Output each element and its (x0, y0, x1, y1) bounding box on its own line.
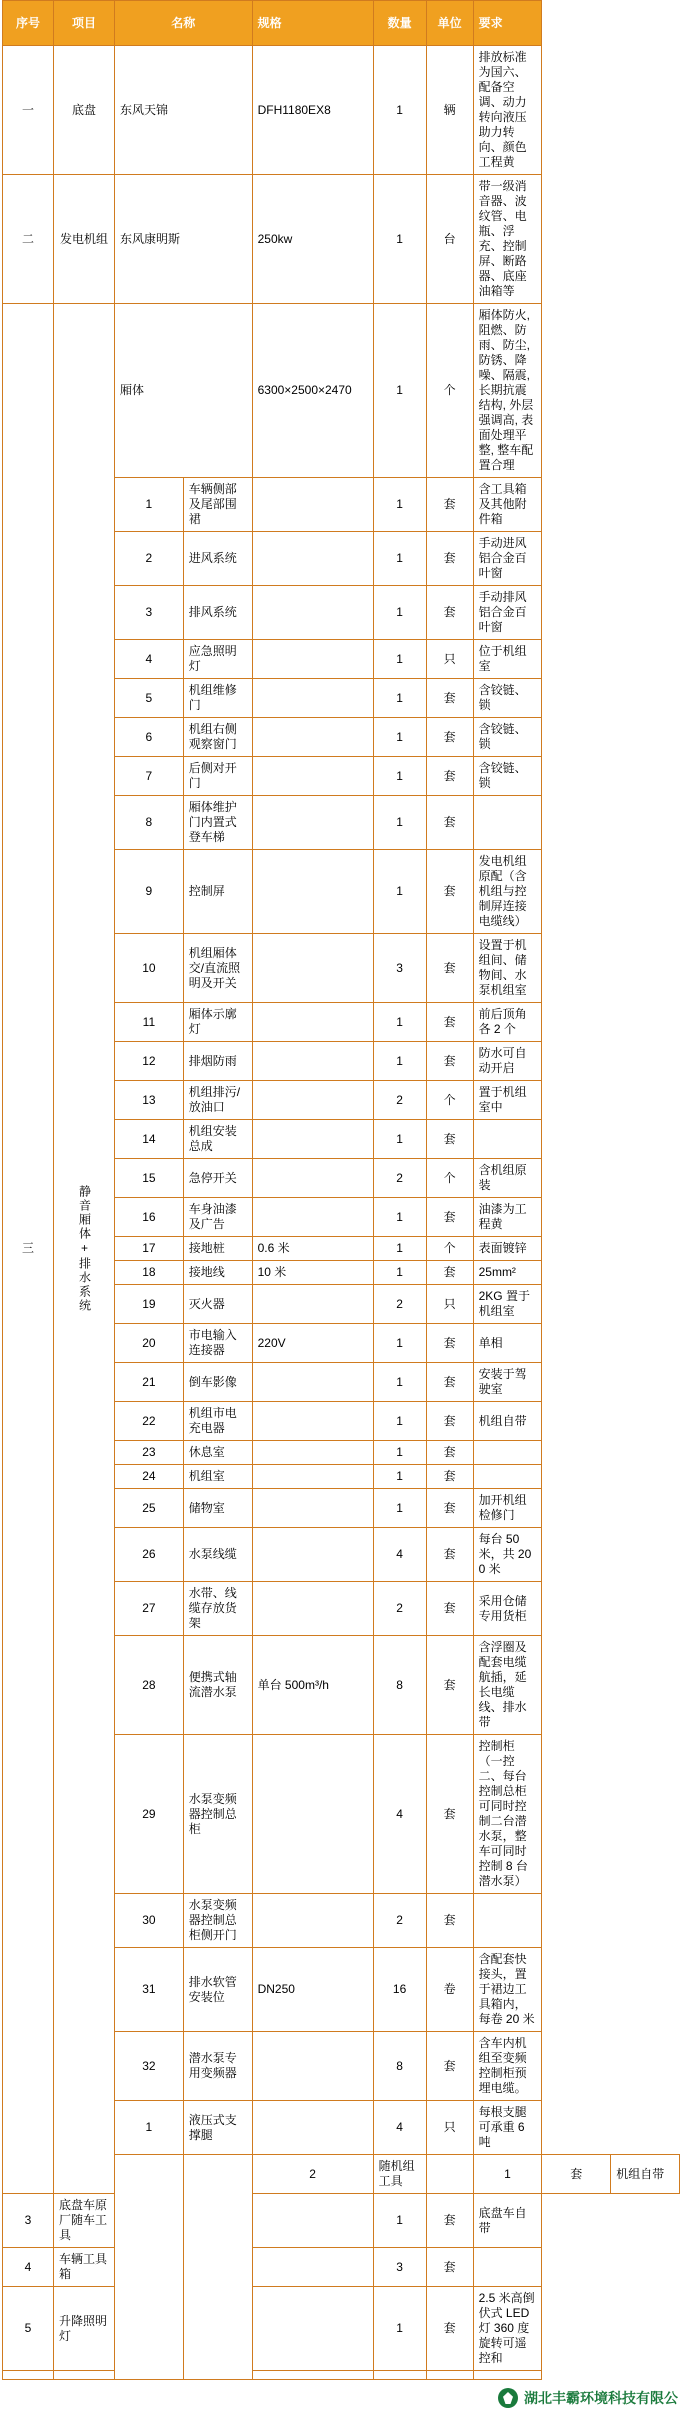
cell-unit: 套 (426, 1894, 473, 1948)
cell-no: 6 (115, 718, 184, 757)
cell-name: 随机组工具 (373, 2155, 426, 2194)
cell-qty: 1 (373, 1402, 426, 1441)
cell-no: 32 (115, 2032, 184, 2101)
cell-spec (252, 757, 373, 796)
cell-no: 12 (115, 1042, 184, 1081)
cell-unit: 套 (426, 1042, 473, 1081)
footer-watermark (0, 2380, 682, 2416)
cell-req (473, 796, 542, 850)
cell-qty: 1 (373, 1324, 426, 1363)
cell-item: 发电机组 (54, 175, 115, 304)
cell-qty: 1 (473, 2155, 542, 2194)
cell-qty: 2 (373, 1081, 426, 1120)
cell-name: 车辆工具箱 (54, 2248, 115, 2287)
cell-name: 市电输入连接器 (183, 1324, 252, 1363)
cell-spec (252, 1465, 373, 1489)
cell-spec (252, 1198, 373, 1237)
cell-unit: 套 (426, 1735, 473, 1894)
cell-qty: 1 (373, 2287, 426, 2371)
cell-req: 排放标准为国六、配备空调、动力转向液压助力转向、颜色工程黄 (473, 46, 542, 175)
cell-req: 前后顶角各 2 个 (473, 1003, 542, 1042)
cell-req: 发电机组原配（含机组与控制屏连接电缆线） (473, 850, 542, 934)
cell-name: 后侧对开门 (183, 757, 252, 796)
cell-spec: DFH1180EX8 (252, 46, 373, 175)
cell-unit: 套 (426, 2032, 473, 2101)
cell-qty: 4 (373, 2101, 426, 2155)
cell-req: 含铰链、锁 (473, 679, 542, 718)
cell-no: 20 (115, 1324, 184, 1363)
cell-name: 东风天锦 (115, 46, 253, 175)
cell-qty: 1 (373, 718, 426, 757)
cell-qty: 1 (373, 586, 426, 640)
cell-qty: 1 (373, 175, 426, 304)
cell-spec (252, 2194, 373, 2248)
table-row (3, 175, 680, 304)
cell-spec (252, 1081, 373, 1120)
cell-no: 8 (115, 796, 184, 850)
table-header (3, 1, 680, 46)
specification-table (2, 0, 680, 2380)
cell-seq: 二 (3, 175, 54, 304)
cell-unit: 套 (426, 2287, 473, 2371)
cell-unit: 套 (426, 1402, 473, 1441)
cell-req: 含配套快接头，置于裙边工具箱内，每卷 20 米 (473, 1948, 542, 2032)
cell-name: 应急照明灯 (183, 640, 252, 679)
cell-name: 底盘车原厂随车工具 (54, 2194, 115, 2248)
cell-name: 机组室 (183, 1465, 252, 1489)
cell-name: 排烟防雨 (183, 1042, 252, 1081)
cell-unit: 台 (426, 175, 473, 304)
cell-spec (252, 1489, 373, 1528)
cell-no: 31 (115, 1948, 184, 2032)
cell-spec: DN250 (252, 1948, 373, 2032)
cell-unit: 个 (426, 1081, 473, 1120)
cell-name: 车身油漆及广告 (183, 1198, 252, 1237)
cell-no: 2 (115, 532, 184, 586)
column-header-name: 名称 (115, 1, 253, 46)
cell-unit: 套 (426, 796, 473, 850)
cell-no: 13 (115, 1081, 184, 1120)
cell-qty: 1 (373, 679, 426, 718)
cell-spec (252, 478, 373, 532)
cell-unit: 只 (426, 2101, 473, 2155)
cell-no: 29 (115, 1735, 184, 1894)
cell-spec (252, 2032, 373, 2101)
cell-unit: 个 (426, 1237, 473, 1261)
cell-req: 手动排风铝合金百叶窗 (473, 586, 542, 640)
cell-name: 水泵变频器控制总柜 (183, 1735, 252, 1894)
cell-no: 5 (115, 679, 184, 718)
cell-spec (252, 1159, 373, 1198)
cell-req: 2KG 置于机组室 (473, 1285, 542, 1324)
cell-spec: 6300×2500×2470 (252, 304, 373, 478)
cell-spec (252, 532, 373, 586)
cell-spec (252, 586, 373, 640)
cell-unit: 辆 (426, 46, 473, 175)
cell-name: 进风系统 (183, 532, 252, 586)
cell-name: 机组右侧观察窗门 (183, 718, 252, 757)
cell-spec (252, 1582, 373, 1636)
cell-name: 机组安装总成 (183, 1120, 252, 1159)
cell-name: 排风系统 (183, 586, 252, 640)
cell-qty: 1 (373, 1003, 426, 1042)
cell-qty: 1 (373, 478, 426, 532)
cell-no: 4 (115, 640, 184, 679)
cell-name: 急停开关 (183, 1159, 252, 1198)
cell-qty: 1 (373, 2194, 426, 2248)
cell-req: 手动进风铝合金百叶窗 (473, 532, 542, 586)
cell-unit: 套 (426, 757, 473, 796)
cell-unit: 套 (426, 2194, 473, 2248)
cell-item (183, 2155, 252, 2380)
cell-name: 液压式支撑腿 (183, 2101, 252, 2155)
cell-item-label: 静音厢体+排水系统 (77, 1184, 92, 1313)
cell-qty: 1 (373, 1363, 426, 1402)
cell-name: 潜水泵专用变频器 (183, 2032, 252, 2101)
cell-no: 27 (115, 1582, 184, 1636)
cell-req: 底盘车自带 (473, 2194, 542, 2248)
cell-spec (252, 850, 373, 934)
cell-req: 机组自带 (611, 2155, 680, 2194)
cell-seq (115, 2155, 184, 2380)
cell-qty: 4 (373, 1735, 426, 1894)
cell-name: 排水软管安装位 (183, 1948, 252, 2032)
cell-spec (252, 1441, 373, 1465)
cell-qty: 1 (373, 46, 426, 175)
cell-qty: 1 (373, 532, 426, 586)
cell-no: 3 (115, 586, 184, 640)
cell-req: 每根支腿可承重 6 吨 (473, 2101, 542, 2155)
cell-name: 接地桩 (183, 1237, 252, 1261)
cell-no: 18 (115, 1261, 184, 1285)
cell-item: 底盘 (54, 46, 115, 175)
cell-req: 单相 (473, 1324, 542, 1363)
cell-no: 30 (115, 1894, 184, 1948)
table-body (3, 46, 680, 2380)
cell-unit: 套 (426, 532, 473, 586)
cell-unit: 套 (426, 1636, 473, 1735)
cell-unit: 套 (426, 1363, 473, 1402)
cell-no: 19 (115, 1285, 184, 1324)
cell-qty: 1 (373, 1465, 426, 1489)
cell-spec (252, 1363, 373, 1402)
cell-qty: 4 (373, 1528, 426, 1582)
cell-name: 倒车影像 (183, 1363, 252, 1402)
cell-spec (252, 1894, 373, 1948)
cell-spec (252, 1120, 373, 1159)
cell-spec (252, 679, 373, 718)
cell-no: 23 (115, 1441, 184, 1465)
cell-qty: 2 (373, 1285, 426, 1324)
cell-qty: 1 (373, 1042, 426, 1081)
cell-no: 7 (115, 757, 184, 796)
cell-no: 26 (115, 1528, 184, 1582)
cell-spec (252, 1042, 373, 1081)
cell-qty: 1 (373, 1198, 426, 1237)
cell-no: 17 (115, 1237, 184, 1261)
cell-unit: 只 (426, 1285, 473, 1324)
cell-spec (252, 1735, 373, 1894)
cell-req (473, 1465, 542, 1489)
cell-spec (252, 718, 373, 757)
cell-req: 含机组原装 (473, 1159, 542, 1198)
cell-req: 防水可自动开启 (473, 1042, 542, 1081)
cell-name: 接地线 (183, 1261, 252, 1285)
cell-qty: 1 (373, 1489, 426, 1528)
cell-spec (252, 796, 373, 850)
cell-no: 10 (115, 934, 184, 1003)
cell-name (54, 2371, 115, 2380)
cell-name: 东风康明斯 (115, 175, 253, 304)
cell-name: 厢体示廓灯 (183, 1003, 252, 1042)
cell-spec: 220V (252, 1324, 373, 1363)
cell-req (473, 1120, 542, 1159)
cell-req: 位于机组室 (473, 640, 542, 679)
cell-name: 车辆侧部及尾部围裙 (183, 478, 252, 532)
cell-unit: 套 (426, 1003, 473, 1042)
cell-req: 设置于机组间、储物间、水泵机组室 (473, 934, 542, 1003)
cell-unit: 套 (426, 1465, 473, 1489)
cell-unit: 套 (426, 1441, 473, 1465)
cell-req: 油漆为工程黄 (473, 1198, 542, 1237)
cell-qty: 1 (373, 1120, 426, 1159)
cell-no: 21 (115, 1363, 184, 1402)
cell-no: 1 (115, 478, 184, 532)
cell-req: 含铰链、锁 (473, 757, 542, 796)
cell-unit: 个 (426, 1159, 473, 1198)
cell-qty: 3 (373, 2248, 426, 2287)
cell-spec (252, 2248, 373, 2287)
company-logo-icon (498, 2388, 518, 2408)
cell-req: 2.5 米高倒伏式 LED 灯 360 度旋转可遥控和 (473, 2287, 542, 2371)
cell-qty: 1 (373, 850, 426, 934)
table-row (3, 2248, 680, 2287)
cell-name: 机组厢体交/直流照明及开关 (183, 934, 252, 1003)
cell-qty: 8 (373, 1636, 426, 1735)
cell-unit: 套 (426, 478, 473, 532)
cell-qty: 3 (373, 934, 426, 1003)
cell-name: 水泵变频器控制总柜侧开门 (183, 1894, 252, 1948)
cell-no: 14 (115, 1120, 184, 1159)
cell-qty (373, 2371, 426, 2380)
cell-unit: 套 (426, 586, 473, 640)
cell-no: 4 (3, 2248, 54, 2287)
cell-no (3, 2371, 54, 2380)
cell-qty: 1 (373, 1441, 426, 1465)
cell-name: 储物室 (183, 1489, 252, 1528)
cell-spec (252, 1402, 373, 1441)
cell-name: 机组市电充电器 (183, 1402, 252, 1441)
cell-unit: 套 (426, 1324, 473, 1363)
cell-req: 含车内机组至变频控制柜预埋电缆。 (473, 2032, 542, 2101)
cell-qty: 1 (373, 640, 426, 679)
cell-spec (252, 2101, 373, 2155)
cell-name: 控制屏 (183, 850, 252, 934)
table-row (3, 304, 680, 478)
cell-no: 15 (115, 1159, 184, 1198)
cell-name: 灭火器 (183, 1285, 252, 1324)
cell-req (473, 2371, 542, 2380)
column-header-qty: 数量 (373, 1, 426, 46)
cell-qty: 1 (373, 796, 426, 850)
cell-qty: 1 (373, 304, 426, 478)
cell-qty: 1 (373, 1261, 426, 1285)
cell-no: 25 (115, 1489, 184, 1528)
cell-unit: 卷 (426, 1948, 473, 2032)
cell-req (473, 1441, 542, 1465)
cell-qty: 1 (373, 757, 426, 796)
cell-spec: 250kw (252, 175, 373, 304)
cell-name: 厢体维护门内置式登车梯 (183, 796, 252, 850)
cell-seq: 三 (3, 304, 54, 2194)
cell-unit (426, 2371, 473, 2380)
cell-no: 16 (115, 1198, 184, 1237)
cell-qty: 2 (373, 1159, 426, 1198)
cell-req (473, 2248, 542, 2287)
cell-spec (426, 2155, 473, 2194)
table-row (3, 2287, 680, 2371)
cell-qty: 16 (373, 1948, 426, 2032)
cell-item (54, 304, 115, 2194)
cell-unit: 套 (426, 1120, 473, 1159)
cell-no: 3 (3, 2194, 54, 2248)
cell-name: 休息室 (183, 1441, 252, 1465)
cell-spec: 单台 500m³/h (252, 1636, 373, 1735)
cell-req: 25mm² (473, 1261, 542, 1285)
cell-spec: 0.6 米 (252, 1237, 373, 1261)
cell-no: 11 (115, 1003, 184, 1042)
cell-qty: 2 (373, 1582, 426, 1636)
column-header-seq: 序号 (3, 1, 54, 46)
cell-no: 5 (3, 2287, 54, 2371)
column-header-spec: 规格 (252, 1, 373, 46)
cell-spec: 10 米 (252, 1261, 373, 1285)
cell-unit: 套 (426, 679, 473, 718)
table-row (3, 2194, 680, 2248)
cell-req: 厢体防火, 阻燃、防雨、防尘, 防锈、降噪、隔震, 长期抗震结构, 外层强调高, 表面处理平整, 整车配置合理 (473, 304, 542, 478)
cell-req: 含浮圈及配套电缆航插，延长电缆线、排水带 (473, 1636, 542, 1735)
cell-req: 带一级消音器、波纹管、电瓶、浮充、控制屏、断路器、底座油箱等 (473, 175, 542, 304)
cell-name: 机组维修门 (183, 679, 252, 718)
cell-req: 含工具箱及其他附件箱 (473, 478, 542, 532)
cell-unit: 套 (426, 934, 473, 1003)
cell-no: 28 (115, 1636, 184, 1735)
cell-spec (252, 640, 373, 679)
cell-name: 机组排污/放油口 (183, 1081, 252, 1120)
cell-unit: 套 (426, 1528, 473, 1582)
cell-spec (252, 1003, 373, 1042)
cell-req (473, 1894, 542, 1948)
cell-req: 控制柜（一控二、每台控制总柜可同时控制二台潜水泵，整车可同时控制 8 台潜水泵） (473, 1735, 542, 1894)
cell-req: 采用仓储专用货柜 (473, 1582, 542, 1636)
column-header-req: 要求 (473, 1, 542, 46)
cell-unit: 个 (426, 304, 473, 478)
column-header-item: 项目 (54, 1, 115, 46)
cell-unit: 套 (426, 1582, 473, 1636)
table-header-row (3, 1, 680, 46)
cell-name: 厢体 (115, 304, 253, 478)
cell-unit: 套 (426, 1489, 473, 1528)
company-name: 湖北丰霸环境科技有限公 (524, 2390, 678, 2406)
cell-spec (252, 934, 373, 1003)
cell-unit: 套 (542, 2155, 611, 2194)
cell-req: 机组自带 (473, 1402, 542, 1441)
cell-req: 加开机组检修门 (473, 1489, 542, 1528)
cell-unit: 套 (426, 718, 473, 757)
cell-spec (252, 1528, 373, 1582)
cell-spec (252, 1285, 373, 1324)
cell-name: 水带、线缆存放货架 (183, 1582, 252, 1636)
cell-req: 表面镀锌 (473, 1237, 542, 1261)
cell-name: 升降照明灯 (54, 2287, 115, 2371)
cell-qty: 2 (373, 1894, 426, 1948)
cell-seq: 一 (3, 46, 54, 175)
table-row (3, 2371, 680, 2380)
cell-req: 安装于驾驶室 (473, 1363, 542, 1402)
cell-name: 便携式轴流潜水泵 (183, 1636, 252, 1735)
cell-req: 每台 50 米，共 200 米 (473, 1528, 542, 1582)
cell-no: 9 (115, 850, 184, 934)
table-row (3, 46, 680, 175)
cell-spec (252, 2371, 373, 2380)
cell-name: 水泵线缆 (183, 1528, 252, 1582)
cell-unit: 只 (426, 640, 473, 679)
cell-unit: 套 (426, 1198, 473, 1237)
cell-no: 2 (252, 2155, 373, 2194)
cell-qty: 1 (373, 1237, 426, 1261)
cell-req: 置于机组室中 (473, 1081, 542, 1120)
cell-no: 22 (115, 1402, 184, 1441)
cell-req: 含铰链、锁 (473, 718, 542, 757)
cell-qty: 8 (373, 2032, 426, 2101)
column-header-unit: 单位 (426, 1, 473, 46)
cell-no: 24 (115, 1465, 184, 1489)
cell-unit: 套 (426, 850, 473, 934)
cell-unit: 套 (426, 1261, 473, 1285)
cell-spec (252, 2287, 373, 2371)
cell-unit: 套 (426, 2248, 473, 2287)
cell-no: 1 (115, 2101, 184, 2155)
